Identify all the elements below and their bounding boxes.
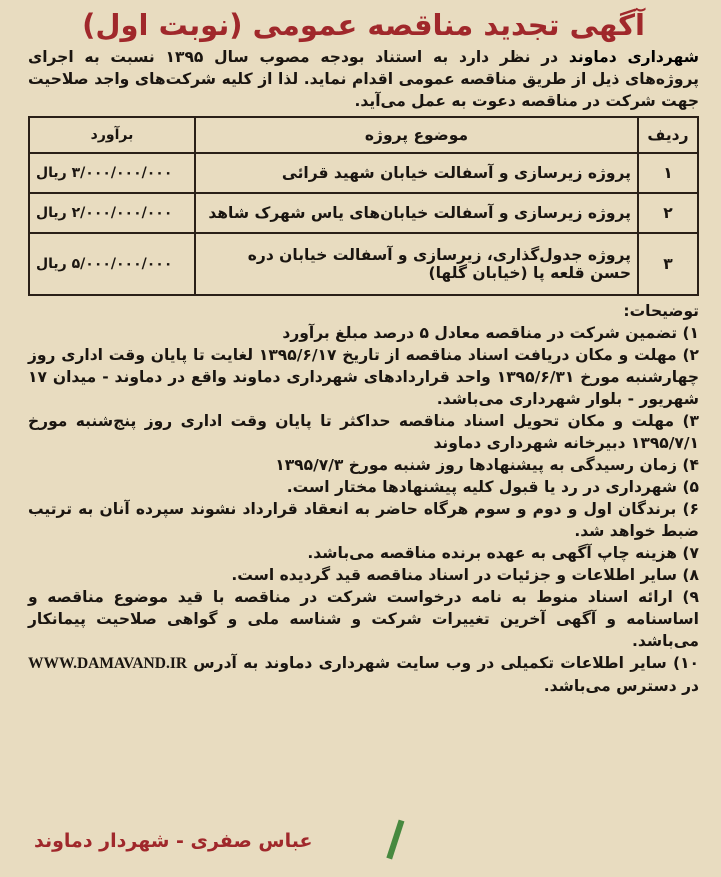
project-estimate: ۲/۰۰۰/۰۰۰/۰۰۰ ریال [29,193,195,233]
note-item: ۱) تضمین شرکت در مناقصه معادل ۵ درصد مبلغ برآورد [282,324,699,342]
project-subject: پروژه جدول‌گذاری، زیرسازی و آسفالت خیابان دره حسن قلعه پا (خیابان گلها) [195,233,638,295]
note-item [28,652,699,697]
note-item: ۴) زمان رسیدگی به پیشنهادها روز شنبه مورخ ۱۳۹۵/۷/۳ [275,456,699,474]
note-item: ۳) مهلت و مکان تحویل اسناد مناقصه حداکثر تا پایان وقت اداری روز پنج‌شنبه مورخ ۱۳۹۵/۷/۱ دبیرخانه شهرداری دماوند [28,412,699,452]
projects-table [28,116,699,296]
header-subject: موضوع پروژه [195,117,638,153]
note-10-text: ۱۰) سایر اطلاعات تکمیلی در وب سایت شهرداری دماوند به آدرس [187,654,699,672]
project-estimate: ۳/۰۰۰/۰۰۰/۰۰۰ ریال [29,153,195,193]
header-row-number: ردیف [638,117,698,153]
project-estimate: ۵/۰۰۰/۰۰۰/۰۰۰ ریال [29,233,195,295]
note-item: ۵) شهرداری در رد یا قبول کلیه پیشنهادها مختار است. [286,478,699,496]
table-header-row [29,117,698,153]
project-subject: پروژه زیرسازی و آسفالت خیابان شهید قرائی [195,153,638,193]
intro-paragraph [28,46,699,112]
notes-heading: توضیحات: [623,302,699,320]
stamp-mark [386,820,419,865]
note-item: ۸) سایر اطلاعات و جزئیات در اسناد مناقصه قید گردیده است. [231,566,699,584]
organization-name: شهرداری دماوند [568,48,699,66]
website-link[interactable]: WWW.DAMAVAND.IR [28,655,188,672]
note-item: ۶) برندگان اول و دوم و سوم هرگاه حاضر به انعقاد قرارداد نشوند سپرده آنان به ترتیب ضبط خواهد شد. [28,500,699,540]
signature: عباس صفری - شهردار دماوند [34,830,313,852]
note-10-tail: در دسترس می‌باشد. [543,677,699,695]
note-item: ۹) ارائه اسناد منوط به نامه درخواست شرکت در مناقصه با قید موضوع مناقصه و اساسنامه و آگهی آخرین تغییرات شرکت و شناسه ملی و گواهی صلاحیت پیمانکار می‌باشد. [28,588,699,650]
intro-text: در نظر دارد به استناد بودجه مصوب سال ۱۳۹۵ نسبت به اجرای پروژه‌های ذیل از طریق مناقصه عمومی اقدام نماید. لذا از کلیه شرکت‌های واجد صلاحیت جهت شرکت در مناقصه دعوت به عمل می‌آید. [28,48,699,110]
table-row [29,153,698,193]
row-number: ۲ [638,193,698,233]
header-estimate: برآورد [29,117,195,153]
note-item: ۷) هزینه چاپ آگهی به عهده برنده مناقصه می‌باشد. [307,544,699,562]
row-number: ۳ [638,233,698,295]
note-item: ۲) مهلت و مکان دریافت اسناد مناقصه از تاریخ ۱۳۹۵/۶/۱۷ لغایت تا پایان وقت اداری روز چهارشنبه مورخ ۱۳۹۵/۶/۳۱ واحد قراردادهای شهرداری دماوند واقع در دماوند - میدان ۱۷ شهریور - بلوار شهرداری می‌باشد. [28,346,699,408]
table-row [29,233,698,295]
notes-list [28,322,699,697]
row-number: ۱ [638,153,698,193]
table-row [29,193,698,233]
project-subject: پروژه زیرسازی و آسفالت خیابان‌های یاس شهرک شاهد [195,193,638,233]
page-title: آگهی تجدید مناقصه عمومی (نوبت اول) [82,8,645,42]
